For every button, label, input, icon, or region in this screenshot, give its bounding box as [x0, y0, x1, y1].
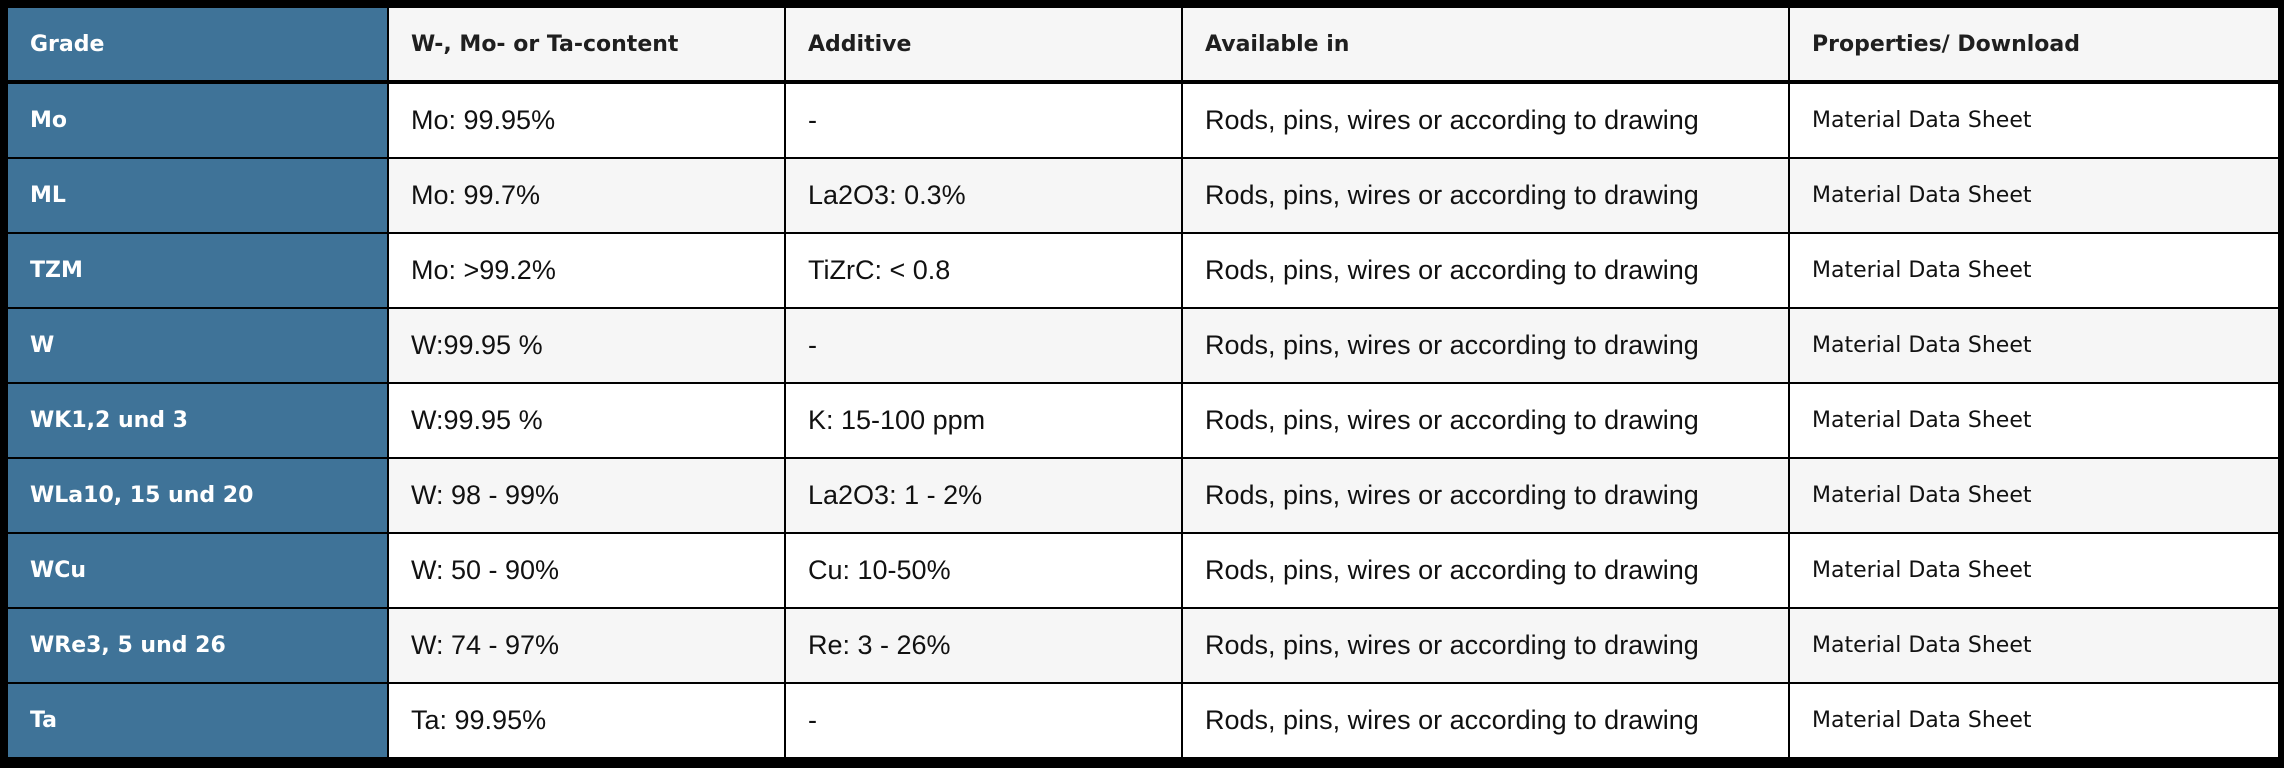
additive-cell: - [785, 82, 1182, 158]
material-data-sheet-link[interactable]: Material Data Sheet [1812, 708, 2032, 733]
properties-cell [1789, 533, 2279, 608]
material-data-sheet-link[interactable]: Material Data Sheet [1812, 108, 2032, 133]
table-row [7, 308, 2279, 383]
content-cell: Ta: 99.95% [388, 683, 785, 758]
content-cell: W: 74 - 97% [388, 608, 785, 683]
content-cell: Mo: 99.95% [388, 82, 785, 158]
additive-cell: - [785, 683, 1182, 758]
grade-cell: TZM [7, 233, 388, 308]
properties-cell [1789, 308, 2279, 383]
grade-cell: WRe3, 5 und 26 [7, 608, 388, 683]
available-cell: Rods, pins, wires or according to drawing [1182, 383, 1789, 458]
table-header-row [7, 7, 2279, 82]
table-row [7, 533, 2279, 608]
properties-cell [1789, 683, 2279, 758]
properties-cell [1789, 608, 2279, 683]
content-cell: Mo: >99.2% [388, 233, 785, 308]
additive-cell: TiZrC: < 0.8 [785, 233, 1182, 308]
table-row [7, 233, 2279, 308]
header-additive: Additive [785, 7, 1182, 82]
available-cell: Rods, pins, wires or according to drawing [1182, 533, 1789, 608]
header-content: W-, Mo- or Ta-content [388, 7, 785, 82]
content-cell: W:99.95 % [388, 308, 785, 383]
grade-cell: WCu [7, 533, 388, 608]
material-data-sheet-link[interactable]: Material Data Sheet [1812, 558, 2032, 583]
additive-cell: Cu: 10-50% [785, 533, 1182, 608]
available-cell: Rods, pins, wires or according to drawing [1182, 308, 1789, 383]
content-cell: W:99.95 % [388, 383, 785, 458]
content-cell: W: 50 - 90% [388, 533, 785, 608]
available-cell: Rods, pins, wires or according to drawing [1182, 233, 1789, 308]
grade-cell: WLa10, 15 und 20 [7, 458, 388, 533]
additive-cell: - [785, 308, 1182, 383]
table-row [7, 608, 2279, 683]
properties-cell [1789, 158, 2279, 233]
grade-cell: W [7, 308, 388, 383]
material-data-sheet-link[interactable]: Material Data Sheet [1812, 258, 2032, 283]
available-cell: Rods, pins, wires or according to drawing [1182, 458, 1789, 533]
available-cell: Rods, pins, wires or according to drawing [1182, 683, 1789, 758]
properties-cell [1789, 82, 2279, 158]
table-row [7, 383, 2279, 458]
grade-cell: Ta [7, 683, 388, 758]
grade-cell: Mo [7, 82, 388, 158]
available-cell: Rods, pins, wires or according to drawing [1182, 158, 1789, 233]
additive-cell: La2O3: 1 - 2% [785, 458, 1182, 533]
additive-cell: K: 15-100 ppm [785, 383, 1182, 458]
material-data-sheet-link[interactable]: Material Data Sheet [1812, 183, 2032, 208]
properties-cell [1789, 458, 2279, 533]
grade-cell: ML [7, 158, 388, 233]
grade-cell: WK1,2 und 3 [7, 383, 388, 458]
materials-table [6, 6, 2280, 759]
table-row [7, 82, 2279, 158]
content-cell: Mo: 99.7% [388, 158, 785, 233]
material-data-sheet-link[interactable]: Material Data Sheet [1812, 633, 2032, 658]
additive-cell: La2O3: 0.3% [785, 158, 1182, 233]
table-row [7, 458, 2279, 533]
table-row [7, 158, 2279, 233]
material-data-sheet-link[interactable]: Material Data Sheet [1812, 483, 2032, 508]
properties-cell [1789, 233, 2279, 308]
header-properties: Properties/ Download [1789, 7, 2279, 82]
header-available: Available in [1182, 7, 1789, 82]
material-data-sheet-link[interactable]: Material Data Sheet [1812, 408, 2032, 433]
available-cell: Rods, pins, wires or according to drawing [1182, 608, 1789, 683]
header-grade: Grade [7, 7, 388, 82]
table-row [7, 683, 2279, 758]
material-data-sheet-link[interactable]: Material Data Sheet [1812, 333, 2032, 358]
content-cell: W: 98 - 99% [388, 458, 785, 533]
properties-cell [1789, 383, 2279, 458]
available-cell: Rods, pins, wires or according to drawing [1182, 82, 1789, 158]
additive-cell: Re: 3 - 26% [785, 608, 1182, 683]
